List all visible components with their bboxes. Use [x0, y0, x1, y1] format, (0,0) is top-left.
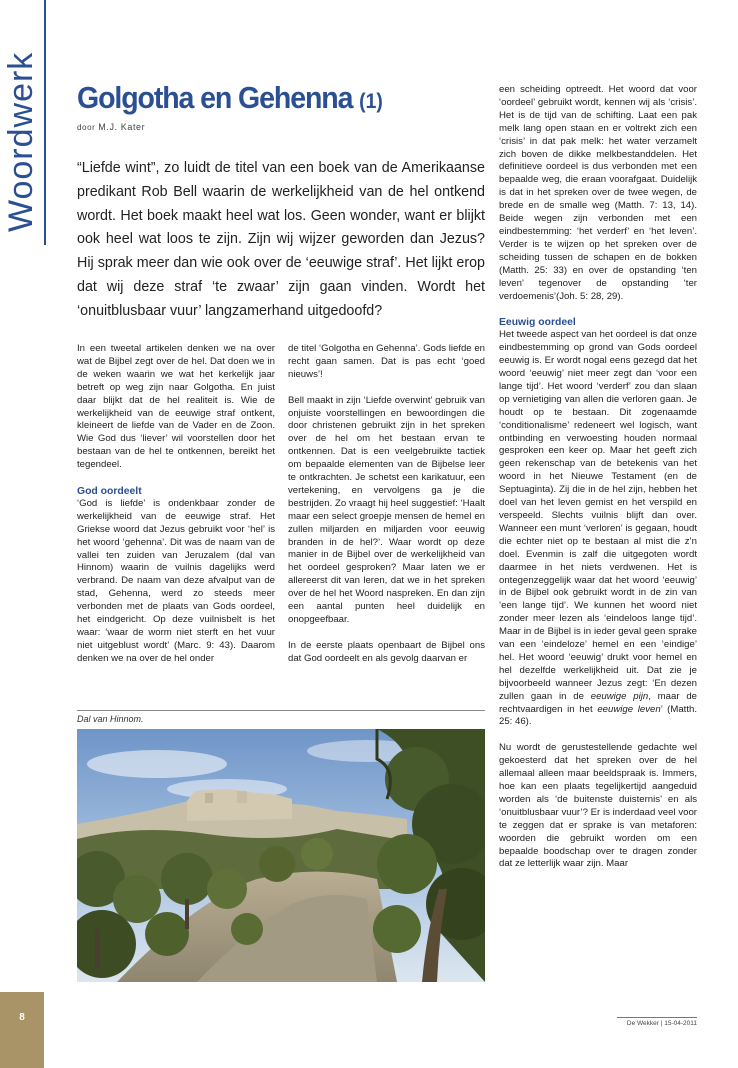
text-run: ’ (Matth. 25: 46).: [499, 703, 698, 728]
byline: [77, 122, 145, 132]
subheading: Eeuwig oordeel: [499, 317, 576, 329]
paragraph: [499, 329, 697, 729]
paragraph: In de eerste plaats openbaart de Bijbel ons dat God oordeelt en als gevolg daarvan er: [288, 639, 485, 664]
title-part: (1): [359, 90, 383, 113]
text-run: Het tweede aspect van het oordeel is dat onze eindbestemming op grond van Gods oordeel eeuwig is. Er wordt nogal eens gezegd dat het woord ‘eeuwig’ niet meer zegt dan ‘voor een lange tijd’. Het woord ‘verderf’ zou dan slaan op vernietiging van allen die verloren gaan. Je houdt op te bestaan. Dit zogenaamde ‘conditionalisme’ redeneert wel logisch, want ontbinding en verwoesting houden normaal gesproken een keer op. Maar het geeft zich geen rekenschap van de betekenis van het woord in het Nieuwe Testament (en de Septuaginta). Zij die in de hel zijn, hebben het doel van het leven gemist en het verspild en verspeeld. Slechts vuilnis blijft dan over. Wanneer een munt ‘verloren’ is gegaan, houdt die echter niet op te bestaan al mist die z’n doel. Evenmin is zalf die uitgegoten wordt daarmee in het niets verdwenen. Het is ontegenzeggelijk waar dat het woord ‘eeuwig’ in de Bijbel ook gebruikt wordt in de zin van ‘een lange tijd’. We kunnen het woord niet zonder meer lezen als ‘eindeloos lange tijd’. Maar in de Bijbel is in ieder geval geen sprake van een ‘eindeloze’ hemel en een ‘eindige’ hel. Het woord ‘eeuwig’ drukt voor hemel en hel dezelfde werkelijkheid uit. Dat zie je bijvoorbeeld wanneer Jezus zegt: ‘En dezen zullen gaan in de: [499, 329, 697, 702]
article-title: [77, 80, 383, 116]
paragraph: de titel ‘Golgotha en Gehenna’. Gods liefde en recht gaan samen. Dat is pas echt ‘goed nieuws’!: [288, 343, 485, 380]
page-number: 8: [19, 1012, 25, 1023]
title-text: Golgotha en Gehenna: [77, 80, 353, 115]
text-run: , maar de rechtvaardigen in het: [499, 690, 697, 715]
emphasis: eeuwige leven: [597, 703, 661, 715]
author-name: M.J. Kater: [98, 122, 146, 132]
paragraph: ‘God is liefde’ is ondenkbaar zonder de werkelijkheid van de eeuwige straf. Het Griekse woord dat Jezus gebruikt voor ‘hel’ is het woord ‘gehenna’. Dit was de naam van de vallei ten zuiden van Jeruzalem (dal van Hinnom) waarin de vuilnis dagelijks werd verbrand. De naam van deze afvalput van de stad, Gehenna, werd zo steeds meer verbonden met de plaats van Gods oordeel, het eindgericht. Op deze vuilnisbelt is het waar: ‘waar de worm niet sterft en het vuur niet uitgeblust wordt’ (Marc. 9: 43). Daarom denken we na over de hel onder: [77, 497, 275, 664]
column-3: [499, 84, 697, 871]
caption-rule: [77, 710, 485, 711]
footer-rule: [617, 1017, 697, 1018]
footer-publication: De Wekker | 15-04-2011: [626, 1020, 697, 1027]
paragraph: Nu wordt de gerustestellende gedachte wel gekoesterd dat het spreken over de hel allemaal alleen maar beeldspraak is. Immers, hoe kan een plaats tegelijkertijd aangeduid worden als ‘de buitenste duisternis’ en als ‘onuitblusbaar vuur’? Er is inderdaad veel voor te zeggen dat er sprake is van metaforen: woorden die gebruikt worden om een bepaalde boodschap over te dragen zonder dat ze letterlijk waar zijn. Maar: [499, 742, 697, 870]
side-rule: [44, 0, 46, 245]
section-label: Woordwerk: [2, 51, 40, 232]
intro-paragraph: “Liefde wint”, zo luidt de titel van een boek van de Amerikaanse predikant Rob Bell waarin de werkelijkheid van de hel ontkend wordt. Het boek maakt heel wat los. Geen wonder, want er blijkt ook heel wat loos te zijn. Zijn wij wijzer geworden dan Jezus? Hij sprak meer dan wie ook over de ‘eeuwige straf’. Het lijkt erop dat wij deze straf ‘te zwaar’ zijn gaan vinden. Wordt het ‘onuitblusbaar vuur’ langzamerhand uitgedoofd?: [77, 160, 485, 319]
paragraph: een scheiding optreedt. Het woord dat voor ‘oordeel’ gebruikt wordt, kennen wij als ‘crisis’. Het is de tijd van de schifting. Laat een pak melk lang open staan en er voltrekt zich een ‘crisis’ in dat pak melk: het water verzamelt zich boven de dikke melkbestanddelen. Het definitieve oordeel is dus verbonden met een bepaalde weg, die eraan voorafgaat. Duidelijk is dat in het spreken over de twee wegen, de brede en de smalle weg (Matth. 7: 13, 14). Beide wegen zijn verbonden met een eindbestemming: ‘het verderf’ en ‘het leven’. Verder is te wijzen op het spreken over de scheiding tussen de schapen en de bokken (Matth. 25: 33) en over de opstanding ‘ten leven’ tegenover de opstanding ‘ter verdoemenis’(Joh. 5: 28, 29).: [499, 84, 697, 302]
column-2: [288, 343, 485, 666]
valley-photo: [77, 729, 485, 982]
photo-caption: Dal van Hinnom.: [77, 714, 144, 724]
emphasis: eeuwige pijn: [590, 690, 649, 702]
page-number-box: [0, 992, 44, 1068]
paragraph: In een tweetal artikelen denken we na over wat de Bijbel zegt over de hel. Dat doen we in de weken waarin we wat het kerkelijk jaar betreft op weg zijn naar Golgotha. En juist daar blijkt dat de hel realiteit is. Wie de werkelijkheid van de eeuwige straf ontkent, kleineert de liefde van de Vader en de Zoon. Wie God dus ‘liever’ wil voorstellen door het bestaan van de hel te ontkennen, bereikt het tegendeel.: [77, 343, 275, 471]
paragraph: Bell maakt in zijn ‘Liefde overwint’ gebruik van onjuiste voorstellingen en bewoordingen die door christenen gebruikt zijn in het spreken over de hel om het bestaan ervan te ontkennen. Dat is een veelgebruikte tactiek om bepaalde elementen van de Bijbelse leer te ontkrachten. Je schetst een karikatuur, een vertekening, en vervolgens ga je die bestrijden. Zo vraagt hij heel suggestief: ‘Haalt maar een select groepje mensen de hemel en zullen miljarden en miljarden voor eeuwig branden in de hel?’. Waar wordt op deze manier in de Bijbel over de werkelijkheid van het oordeel gesproken? Maar laten we er allereerst dit van leren, dat we in het spreken over de hel het Woord naspreken. En dan zijn een aantal punten heel duidelijk en onopgeefbaar.: [288, 394, 485, 626]
byline-prefix: door: [77, 123, 96, 132]
column-1: [77, 343, 275, 666]
subheading: God oordeelt: [77, 485, 142, 497]
